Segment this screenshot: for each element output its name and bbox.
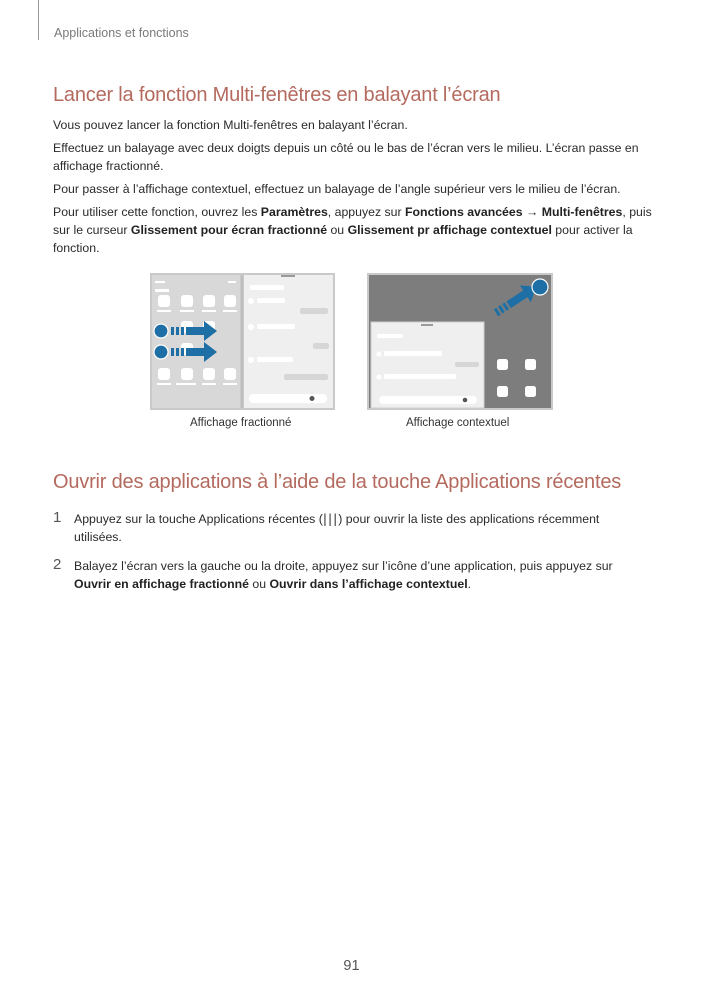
section-title-swipe: Lancer la fonction Multi-fenêtres en balayant l’écran	[53, 84, 501, 106]
step-number: 2	[53, 556, 62, 573]
open-popup-label: Ouvrir dans l’affichage contextuel	[269, 577, 468, 591]
section-title-recents: Ouvrir des applications à l’aide de la touche Applications récentes	[53, 471, 622, 493]
split-screen-illustration	[150, 273, 335, 410]
margin-rule	[38, 0, 39, 40]
step-number: 1	[53, 509, 62, 526]
paragraph-intro: Vous pouvez lancer la fonction Multi-fenêtres en balayant l’écran.	[53, 118, 408, 132]
paragraph-settings-path: Pour utiliser cette fonction, ouvrez les Paramètres, appuyez sur Fonctions avancées → Multi-fenêtres, puis sur le curseur Glissement pour écran fractionné ou Glissement pr affichage contextuel pour activer la fonction.	[53, 205, 652, 255]
split-swipe-toggle-label: Glissement pour écran fractionné	[130, 223, 328, 237]
page-number: 91	[343, 958, 360, 974]
popup-view-caption: Affichage contextuel	[406, 417, 510, 429]
step-text: Balayez l’écran vers la gauche ou la droite, appuyez sur l’icône d’une application, puis appuyez sur Ouvrir en affichage fractionné ou Ouvrir dans l’affichage contextuel.	[74, 559, 613, 591]
multi-window-label: Multi-fenêtres	[541, 205, 623, 219]
paragraph-popup-swipe: Pour passer à l’affichage contextuel, effectuez un balayage de l’angle supérieur vers le milieu de l’écran.	[53, 182, 621, 196]
popup-view-illustration	[367, 273, 553, 410]
open-split-label: Ouvrir en affichage fractionné	[74, 577, 249, 591]
recent-apps-icon: |||	[322, 512, 339, 526]
advanced-features-label: Fonctions avancées	[405, 205, 523, 219]
split-screen-caption: Affichage fractionné	[190, 417, 292, 429]
running-header: Applications et fonctions	[54, 26, 189, 40]
popup-swipe-toggle-label: Glissement pr affichage contextuel	[347, 223, 552, 237]
paragraph-split-swipe: Effectuez un balayage avec deux doigts depuis un côté ou le bas de l’écran vers le milieu. L’écran passe en affichage fractionné.	[53, 141, 639, 173]
step-text: Appuyez sur la touche Applications récentes (|||) pour ouvrir la liste des applications récemment utilisées.	[74, 512, 600, 544]
settings-label: Paramètres	[260, 205, 328, 219]
